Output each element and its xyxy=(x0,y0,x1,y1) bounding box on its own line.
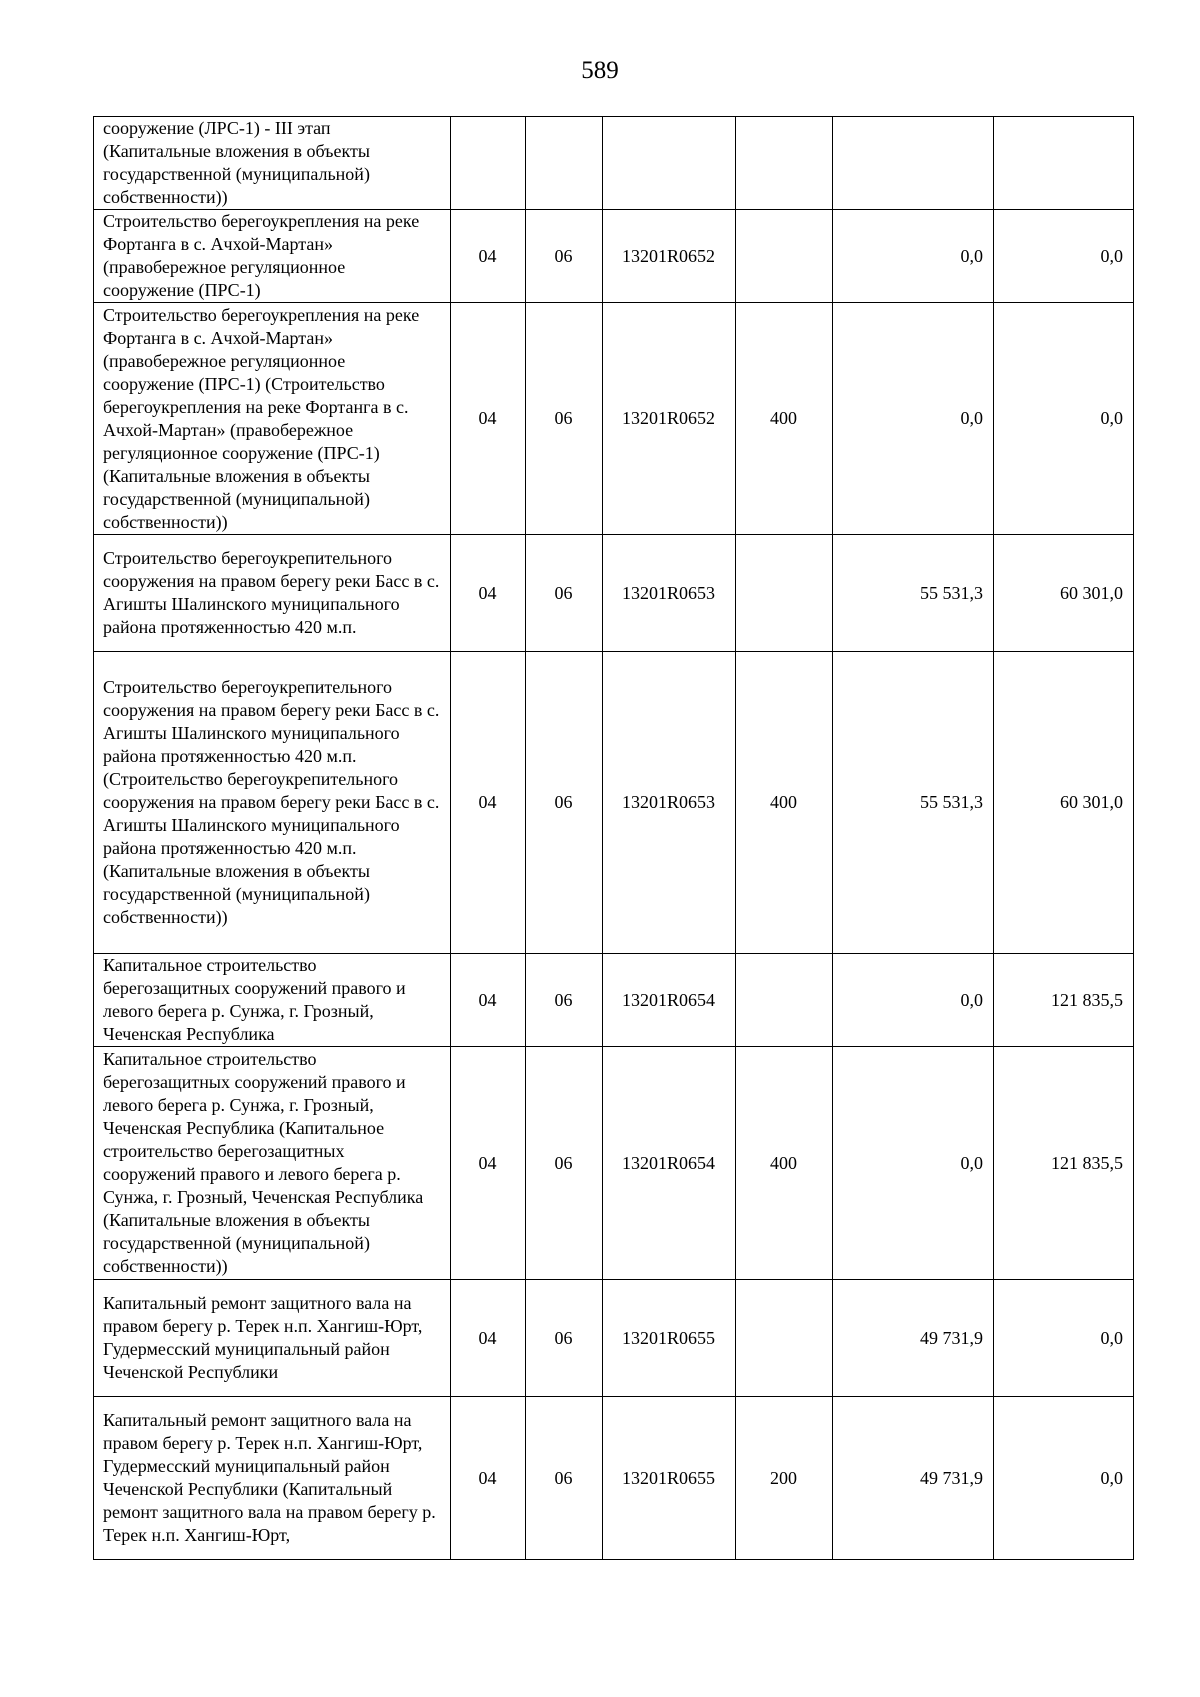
subsection-code-cell: 06 xyxy=(526,303,603,535)
expense-type-cell: 400 xyxy=(736,1047,833,1280)
row-name: Капитальное строительство берегозащитных сооружений правого и левого берега р. Сунжа, г. Грозный, Чеченская Республика xyxy=(103,955,406,1044)
row-name: сооружение (ЛРС-1) - III этап (Капитальные вложения в объекты государственной (муниципальной) собственности)) xyxy=(103,118,370,207)
section-code-cell: 04 xyxy=(451,1280,526,1397)
amount-1-cell: 0,0 xyxy=(833,210,994,303)
row-name: Строительство берегоукрепления на реке Фортанга в с. Ачхой-Мартан» (правобережное регуляционное сооружение (ПРС-1) xyxy=(103,211,420,300)
amount-1-cell: 55 531,3 xyxy=(833,535,994,652)
subsection-code-cell: 06 xyxy=(526,652,603,954)
target-article-cell: 13201R0653 xyxy=(603,652,736,954)
expense-type-cell xyxy=(736,117,833,210)
row-name: Строительство берегоукрепления на реке Фортанга в с. Ачхой-Мартан» (правобережное регуляционное сооружение (ПРС-1) (Строительство берегоукрепления на реке Фортанга в с. Ачхой-Мартан» (правобережное регуляционное сооружение (ПРС-1) (Капитальные вложения в объекты государственной (муниципальной) собственности)) xyxy=(103,304,420,532)
expense-type-cell: 400 xyxy=(736,303,833,535)
amount-2-cell: 0,0 xyxy=(994,303,1134,535)
row-name-cell xyxy=(94,535,451,652)
amount-2-cell: 0,0 xyxy=(994,210,1134,303)
table-row xyxy=(94,535,1134,652)
table-row xyxy=(94,954,1134,1047)
table-row xyxy=(94,117,1134,210)
subsection-code-cell: 06 xyxy=(526,1280,603,1397)
subsection-code-cell: 06 xyxy=(526,210,603,303)
row-name: Капитальный ремонт защитного вала на правом берегу р. Терек н.п. Хангиш-Юрт, Гудермесский муниципальный район Чеченской Республики (Капитальный ремонт защитного вала на правом берегу р. Терек н.п. Хангиш-Юрт, xyxy=(103,1410,436,1545)
row-name: Капитальное строительство берегозащитных сооружений правого и левого берега р. Сунжа, г. Грозный, Чеченская Республика (Капитальное строительство берегозащитных сооружений правого и левого берега р. Сунжа, г. Грозный, Чеченская Республика (Капитальные вложения в объекты государственной (муниципальной) собственности)) xyxy=(103,1049,424,1276)
target-article-cell: 13201R0655 xyxy=(603,1397,736,1560)
amount-2-cell: 0,0 xyxy=(994,1280,1134,1397)
section-code-cell: 04 xyxy=(451,954,526,1047)
subsection-code-cell: 06 xyxy=(526,1397,603,1560)
subsection-code-cell xyxy=(526,117,603,210)
row-name-cell xyxy=(94,1280,451,1397)
target-article-cell: 13201R0655 xyxy=(603,1280,736,1397)
amount-2-cell: 121 835,5 xyxy=(994,1047,1134,1280)
row-name-cell xyxy=(94,1047,451,1280)
expense-type-cell xyxy=(736,535,833,652)
expense-type-cell: 400 xyxy=(736,652,833,954)
table-row xyxy=(94,1047,1134,1280)
amount-2-cell xyxy=(994,117,1134,210)
section-code-cell: 04 xyxy=(451,1047,526,1280)
target-article-cell: 13201R0652 xyxy=(603,210,736,303)
section-code-cell: 04 xyxy=(451,535,526,652)
table-row xyxy=(94,652,1134,954)
target-article-cell xyxy=(603,117,736,210)
subsection-code-cell: 06 xyxy=(526,954,603,1047)
table-row xyxy=(94,303,1134,535)
budget-table xyxy=(93,116,1134,1560)
row-name-cell xyxy=(94,303,451,535)
amount-1-cell: 55 531,3 xyxy=(833,652,994,954)
amount-1-cell: 0,0 xyxy=(833,954,994,1047)
amount-1-cell: 49 731,9 xyxy=(833,1397,994,1560)
expense-type-cell xyxy=(736,1280,833,1397)
row-name-cell xyxy=(94,954,451,1047)
table-row xyxy=(94,210,1134,303)
target-article-cell: 13201R0654 xyxy=(603,954,736,1047)
row-name: Капитальный ремонт защитного вала на правом берегу р. Терек н.п. Хангиш-Юрт, Гудермесский муниципальный район Чеченской Республики xyxy=(103,1293,423,1382)
row-name-cell xyxy=(94,210,451,303)
expense-type-cell xyxy=(736,210,833,303)
section-code-cell: 04 xyxy=(451,1397,526,1560)
expense-type-cell xyxy=(736,954,833,1047)
table-row xyxy=(94,1397,1134,1560)
target-article-cell: 13201R0652 xyxy=(603,303,736,535)
amount-1-cell: 0,0 xyxy=(833,1047,994,1280)
row-name-cell xyxy=(94,117,451,210)
row-name-cell xyxy=(94,1397,451,1560)
amount-2-cell: 121 835,5 xyxy=(994,954,1134,1047)
target-article-cell: 13201R0653 xyxy=(603,535,736,652)
row-name: Строительство берегоукрепительного сооружения на правом берегу реки Басс в с. Агишты Шалинского муниципального района протяженностью 420 м.п. (Строительство берегоукрепительного сооружения на правом берегу реки Басс в с. Агишты Шалинского муниципального района протяженностью 420 м.п. (Капитальные вложения в объекты государственной (муниципальной) собственности)) xyxy=(103,677,440,927)
page-number: 589 xyxy=(581,57,619,84)
section-code-cell: 04 xyxy=(451,210,526,303)
expense-type-cell: 200 xyxy=(736,1397,833,1560)
amount-1-cell: 49 731,9 xyxy=(833,1280,994,1397)
section-code-cell xyxy=(451,117,526,210)
amount-1-cell xyxy=(833,117,994,210)
table-row xyxy=(94,1280,1134,1397)
section-code-cell: 04 xyxy=(451,303,526,535)
subsection-code-cell: 06 xyxy=(526,1047,603,1280)
target-article-cell: 13201R0654 xyxy=(603,1047,736,1280)
section-code-cell: 04 xyxy=(451,652,526,954)
row-name: Строительство берегоукрепительного сооружения на правом берегу реки Басс в с. Агишты Шалинского муниципального района протяженностью 420 м.п. xyxy=(103,548,440,637)
amount-2-cell: 0,0 xyxy=(994,1397,1134,1560)
amount-1-cell: 0,0 xyxy=(833,303,994,535)
amount-2-cell: 60 301,0 xyxy=(994,652,1134,954)
row-name-cell xyxy=(94,652,451,954)
subsection-code-cell: 06 xyxy=(526,535,603,652)
amount-2-cell: 60 301,0 xyxy=(994,535,1134,652)
